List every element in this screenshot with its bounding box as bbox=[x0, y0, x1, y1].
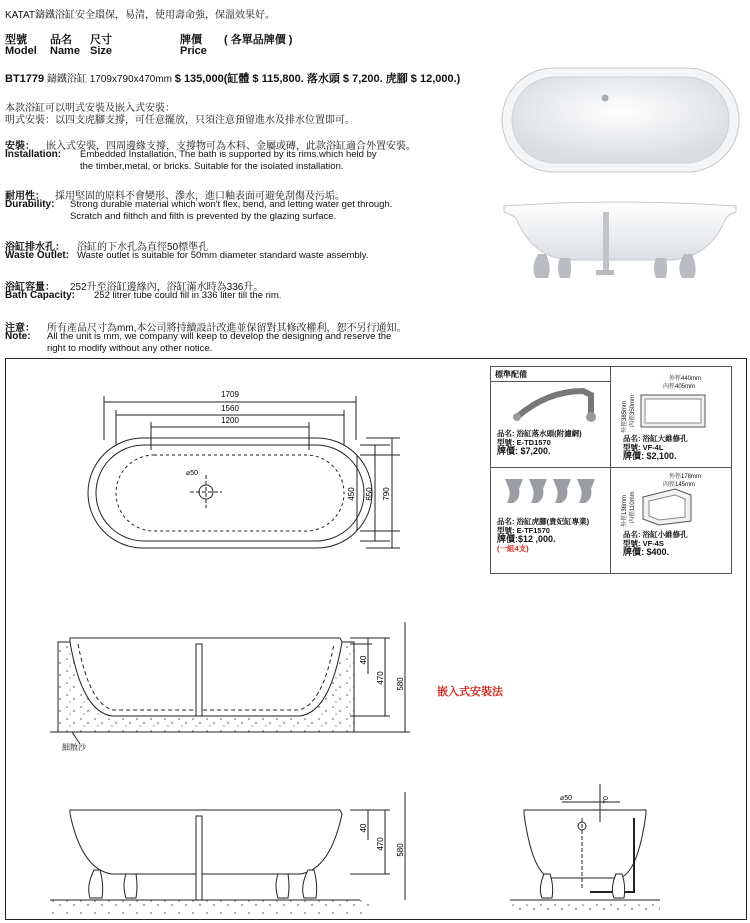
panel-l-model: 型號: VF-4L bbox=[623, 442, 664, 452]
section-dim-580: 580 bbox=[396, 677, 405, 691]
product-model: BT1779 bbox=[5, 73, 45, 85]
panel-l-image bbox=[639, 393, 709, 429]
drain-accessory-info bbox=[497, 429, 582, 456]
panel-l-info bbox=[623, 435, 688, 461]
dim-drain-50: ⌀50 bbox=[186, 470, 199, 477]
panel-s-name: 品名: 浴缸小維修孔 bbox=[623, 530, 688, 539]
panel-l-width-in: 內徑405mm bbox=[663, 384, 696, 390]
drain-model: 型號: E-TD1570 bbox=[497, 438, 551, 447]
sand-label: 細散沙 bbox=[62, 743, 86, 752]
dim-1200: 1200 bbox=[221, 416, 239, 425]
side-view-drawing bbox=[50, 790, 440, 915]
section-dim-40: 40 bbox=[359, 655, 368, 665]
note-en-label: Note: bbox=[5, 331, 31, 342]
capacity-en-label: Bath Capacity: bbox=[5, 290, 76, 301]
header-name-en: Name bbox=[50, 45, 80, 57]
header-name-zh: 品名 bbox=[50, 34, 72, 46]
product-line bbox=[5, 70, 460, 86]
panel-s-height-in: 內徑110mm bbox=[630, 491, 636, 523]
durability-zh-text: 採用堅固的原料不會變形、滲水，進口釉表面可避免刮傷及污垢。 bbox=[55, 191, 345, 202]
header-model-zh: 型號 bbox=[5, 34, 27, 46]
feet-qty: (一組4支) bbox=[497, 544, 529, 553]
end-dim-70: 70 bbox=[603, 796, 610, 804]
drain-accessory-image bbox=[511, 385, 601, 425]
embedded-section-drawing bbox=[50, 620, 440, 745]
dim-650: 650 bbox=[365, 487, 374, 501]
panel-l-name: 品名: 浴缸大維修孔 bbox=[623, 434, 688, 443]
feet-accessory-image bbox=[501, 475, 601, 507]
durability-zh-label: 耐用性： bbox=[5, 191, 45, 202]
drain-name: 品名: 浴缸落水頭(附濾網) bbox=[497, 429, 582, 438]
capacity-zh-text: 252升至浴缸邊緣內，浴缸滿水時為336升。 bbox=[70, 282, 264, 293]
install-mode-line2: 明式安裝：以四支虎腳支撐，可任意擺放，只須注意預留進水及排水位置即可。 bbox=[5, 115, 355, 126]
header-model-en: Model bbox=[5, 45, 37, 57]
note-en-line2: right to modify without any other notice. bbox=[47, 343, 213, 354]
dim-1709: 1709 bbox=[221, 390, 239, 399]
durability-en-label: Durability: bbox=[5, 199, 55, 210]
install-mode-line1: 本款浴缸可以明式安裝及嵌入式安裝： bbox=[5, 103, 175, 114]
dim-1560: 1560 bbox=[221, 404, 239, 413]
header-price-en: Price bbox=[180, 45, 207, 57]
section-dim-470: 470 bbox=[376, 671, 385, 685]
product-price: $ 135,000(缸體 $ 115,800. 落水頭 $ 7,200. 虎腳 $ 12,000.) bbox=[174, 73, 461, 85]
durability-en-line2: Scratch and filthch and filth is prevented by the glazing surface. bbox=[70, 211, 337, 222]
feet-name: 品名: 浴缸虎腳(貴妃缸專業) bbox=[497, 517, 590, 526]
note-en-line1: All the unit is mm, we company will keep to develop the designing and reserve the bbox=[47, 331, 392, 342]
waste-en-text: Waste outlet is suitable for 50mm diameter standard waste assembly. bbox=[77, 250, 369, 261]
accessories-title: 標準配備 bbox=[495, 370, 527, 379]
waste-en-label: Waste Outlet: bbox=[5, 250, 70, 261]
panel-s-model: 型號: VF-4S bbox=[623, 538, 664, 548]
waste-zh-label: 浴缸排水孔： bbox=[5, 242, 65, 253]
install-en-line1: Embedded Installation, The bath is supported by its rims.which held by bbox=[80, 149, 377, 160]
feet-model: 型號: E-TF1570 bbox=[497, 526, 550, 535]
feet-accessory-info bbox=[497, 517, 589, 553]
panel-s-price: 牌價: $400. bbox=[623, 547, 670, 557]
side-dim-40: 40 bbox=[359, 823, 368, 833]
install-zh-text: 嵌入式安裝，四周邊緣支撐，支撐物可為木料、金屬或磚，此款浴缸適合外置安裝。 bbox=[46, 141, 416, 152]
drain-price: 牌價: $7,200. bbox=[497, 446, 551, 456]
panel-l-width-out: 外徑440mm bbox=[669, 376, 702, 382]
install-en-line2: the timber,metal, or bricks. Suitable for the isolated installation. bbox=[80, 161, 344, 172]
feet-price: 牌價:$12 ,000. bbox=[497, 534, 556, 544]
intro-text: KATAT鑄鐵浴缸安全環保，易清，使用壽命強，保溫效果好。 bbox=[5, 10, 275, 21]
durability-en-line1: Strong durable material which won't flex, bend, and letting water get through. bbox=[70, 199, 393, 210]
install-zh-label: 安裝： bbox=[5, 141, 35, 152]
panel-l-price: 牌價: $2,100. bbox=[623, 451, 677, 461]
dim-450: 450 bbox=[347, 487, 356, 501]
end-view-drawing bbox=[510, 782, 660, 917]
note-zh-label: 注意： bbox=[5, 323, 35, 334]
header-size-en: Size bbox=[90, 45, 113, 57]
plan-view-drawing bbox=[60, 380, 400, 565]
panel-s-width-out: 外徑178mm bbox=[669, 474, 702, 480]
bathtub-side-photo bbox=[500, 198, 740, 290]
product-desc: 鑄鐵浴缸 1709x790x470mm bbox=[46, 74, 172, 85]
embed-install-label: 嵌入式安裝法 bbox=[437, 686, 503, 698]
header-size-zh: 尺寸 bbox=[90, 34, 112, 46]
accessories-panel bbox=[490, 366, 732, 574]
panel-s-image bbox=[639, 487, 695, 527]
panel-l-height-out: 外徑385mm bbox=[622, 400, 628, 433]
side-dim-470: 470 bbox=[376, 837, 385, 851]
end-dim-drain-50: ⌀50 bbox=[560, 795, 573, 802]
install-en-label: Installation: bbox=[5, 149, 62, 160]
capacity-en-text: 252 litrer tube could fill in 336 liter till the rim. bbox=[94, 290, 282, 301]
panel-s-height-out: 外徑136mm bbox=[622, 494, 628, 527]
side-dim-580: 580 bbox=[396, 843, 405, 857]
dim-790: 790 bbox=[382, 487, 391, 501]
capacity-zh-label: 浴缸容量： bbox=[5, 282, 55, 293]
bathtub-top-photo bbox=[498, 60, 743, 180]
panel-s-width-in: 內徑145mm bbox=[663, 482, 696, 488]
waste-zh-text: 浴缸的下水孔為直徑50標準孔 bbox=[77, 242, 209, 253]
header-price-zh: 牌價 bbox=[180, 34, 202, 46]
panel-l-height-in: 內徑350mm bbox=[630, 394, 636, 427]
header-price-note: ( 各單品牌價 ) bbox=[224, 34, 293, 46]
panel-s-info bbox=[623, 531, 688, 557]
note-zh-text: 所有產品尺寸為mm,本公司將持續設計改進並保留對其修改權利，恕不另行通知。 bbox=[47, 323, 407, 334]
